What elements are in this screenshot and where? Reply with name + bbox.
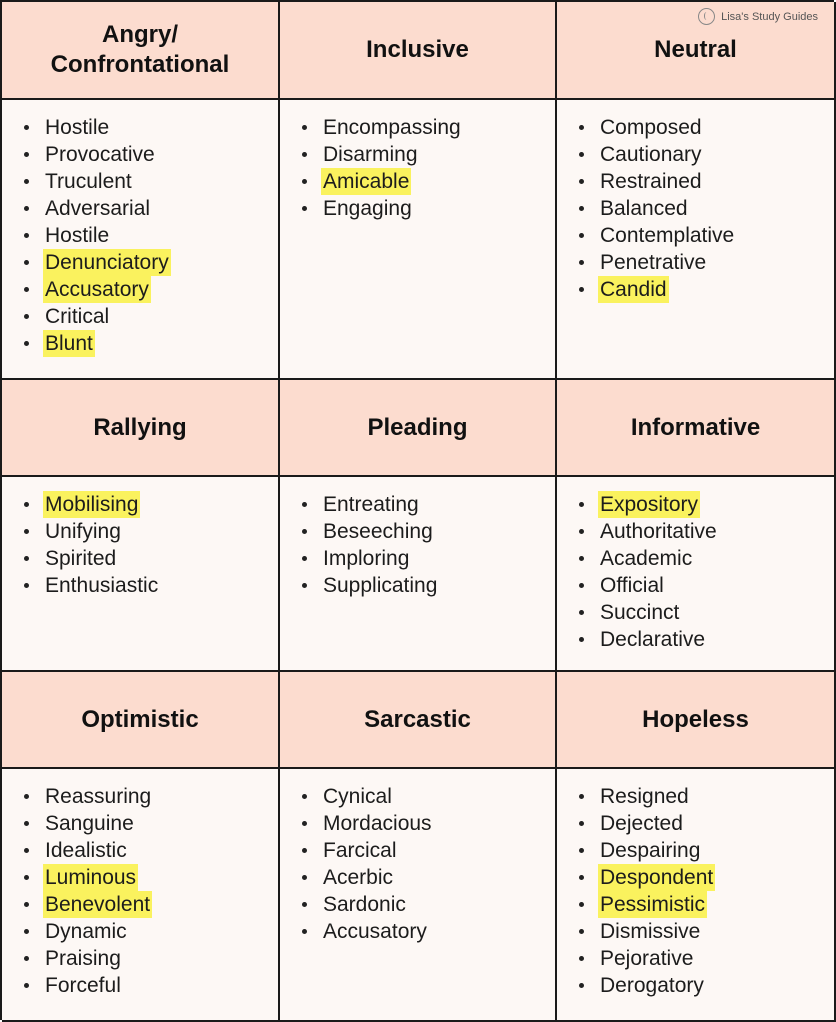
bullet-icon [24,929,29,934]
bullet-icon [302,152,307,157]
word: Supplicating [323,574,438,597]
bullet-icon [24,260,29,265]
word: Entreating [323,493,419,516]
list-item [302,195,555,222]
word-list [579,491,834,653]
bullet-icon [302,929,307,934]
bullet-icon [302,556,307,561]
word: Contemplative [600,224,735,247]
section-title: Informative [630,413,761,441]
word: Despairing [600,839,701,862]
bullet-icon [579,556,584,561]
word: Praising [45,947,121,970]
header-rallying [2,380,280,477]
word: Reassuring [45,785,152,808]
list-inclusive [280,100,557,380]
list-item [302,168,555,195]
word: Beseeching [323,520,433,543]
list-item [579,195,834,222]
bullet-icon [302,794,307,799]
bullet-icon [302,502,307,507]
word: Penetrative [600,251,707,274]
list-sarcastic [280,769,557,1022]
section-title: Pleading [367,413,468,441]
word: Dynamic [45,920,127,943]
bullet-icon [579,821,584,826]
list-item [579,249,834,276]
bullet-icon [24,287,29,292]
bullet-icon [24,502,29,507]
list-pleading [280,477,557,672]
bullet-icon [579,529,584,534]
list-item [24,222,278,249]
word: Pejorative [600,947,694,970]
word: Mordacious [323,812,432,835]
word-list [24,491,278,599]
list-item [24,518,278,545]
bullet-icon [24,529,29,534]
list-rallying [2,477,280,672]
bullet-icon [24,983,29,988]
list-item [302,864,555,891]
list-item [579,168,834,195]
bullet-icon [579,794,584,799]
word: Spirited [45,547,117,570]
bullet-icon [579,983,584,988]
list-item [579,810,834,837]
list-informative [557,477,836,672]
bullet-icon [24,583,29,588]
word: Derogatory [600,974,704,997]
word: Hostile [45,224,110,247]
list-item [579,945,834,972]
header-sarcastic [280,672,557,769]
word: Declarative [600,628,706,651]
word: Acerbic [323,866,394,889]
bullet-icon [24,233,29,238]
list-item [579,276,834,303]
word-list [24,114,278,357]
list-item [579,222,834,249]
word-list [302,114,555,222]
list-item [24,276,278,303]
word: Succinct [600,601,680,624]
list-angry [2,100,280,380]
highlighted-word: Expository [600,493,699,516]
word: Disarming [323,143,418,166]
list-item [579,918,834,945]
word: Cynical [323,785,392,808]
word: Critical [45,305,110,328]
bullet-icon [302,179,307,184]
list-optimistic [2,769,280,1022]
bullet-icon [302,875,307,880]
list-item [302,810,555,837]
word: Dejected [600,812,683,835]
word: Forceful [45,974,121,997]
header-optimistic [2,672,280,769]
section-title: Optimistic [81,705,199,733]
bullet-icon [579,956,584,961]
bullet-icon [24,848,29,853]
word-list [24,783,278,999]
bullet-icon [24,179,29,184]
list-item [579,864,834,891]
word: Imploring [323,547,410,570]
bullet-icon [579,233,584,238]
bullet-icon [24,206,29,211]
list-item [24,545,278,572]
bullet-icon [24,902,29,907]
list-item [302,891,555,918]
word: Dismissive [600,920,701,943]
bullet-icon [579,610,584,615]
list-item [24,141,278,168]
bullet-icon [579,848,584,853]
word: Encompassing [323,116,461,139]
word-list [302,491,555,599]
list-item [302,918,555,945]
highlighted-word: Amicable [323,170,410,193]
list-item [579,491,834,518]
list-item [24,114,278,141]
highlighted-word: Accusatory [45,278,149,301]
list-item [302,114,555,141]
bullet-icon [579,929,584,934]
list-item [579,891,834,918]
list-item [302,783,555,810]
section-title: Hopeless [642,705,749,733]
word: Unifying [45,520,121,543]
bullet-icon [302,848,307,853]
highlighted-word: Denunciatory [45,251,169,274]
word: Sanguine [45,812,134,835]
bullet-icon [302,902,307,907]
brand-watermark [698,8,818,25]
bullet-icon [24,341,29,346]
section-title: Rallying [93,413,187,441]
word: Adversarial [45,197,151,220]
word: Cautionary [600,143,702,166]
bullet-icon [579,502,584,507]
word: Authoritative [600,520,717,543]
bullet-icon [24,125,29,130]
word-list [302,783,555,945]
bullet-icon [579,583,584,588]
list-item [579,837,834,864]
header-angry [2,2,280,100]
bullet-icon [579,179,584,184]
list-item [24,168,278,195]
header-informative [557,380,836,477]
word: Balanced [600,197,688,220]
word: Accusatory [323,920,427,943]
list-item [24,491,278,518]
list-neutral [557,100,836,380]
list-item [302,491,555,518]
list-item [302,141,555,168]
list-item [24,945,278,972]
header-pleading [280,380,557,477]
bullet-icon [579,125,584,130]
bullet-icon [302,529,307,534]
bullet-icon [24,875,29,880]
highlighted-word: Luminous [45,866,137,889]
list-item [24,195,278,222]
bullet-icon [579,152,584,157]
list-item [24,864,278,891]
list-item [24,837,278,864]
list-item [302,572,555,599]
bullet-icon [24,821,29,826]
lisa-logo-icon [698,8,715,25]
highlighted-word: Benevolent [45,893,151,916]
word: Restrained [600,170,702,193]
word: Farcical [323,839,397,862]
brand-name: Lisa's Study Guides [721,10,818,23]
bullet-icon [24,956,29,961]
list-item [579,626,834,653]
section-title: Neutral [654,36,737,63]
header-inclusive [280,2,557,100]
list-item [579,141,834,168]
list-item [302,518,555,545]
bullet-icon [302,583,307,588]
list-hopeless [557,769,836,1022]
list-item [24,972,278,999]
header-hopeless [557,672,836,769]
bullet-icon [579,206,584,211]
highlighted-word: Mobilising [45,493,139,516]
bullet-icon [302,125,307,130]
list-item [24,810,278,837]
word: Official [600,574,664,597]
bullet-icon [24,314,29,319]
bullet-icon [579,637,584,642]
list-item [579,572,834,599]
list-item [579,518,834,545]
highlighted-word: Pessimistic [600,893,706,916]
bullet-icon [24,556,29,561]
bullet-icon [24,152,29,157]
list-item [579,972,834,999]
list-item [24,303,278,330]
word: Resigned [600,785,689,808]
word-list [579,114,834,303]
word: Hostile [45,116,110,139]
list-item [24,783,278,810]
word: Provocative [45,143,155,166]
word: Academic [600,547,693,570]
list-item [24,891,278,918]
bullet-icon [302,206,307,211]
section-title: Inclusive [366,36,469,63]
list-item [24,572,278,599]
word: Sardonic [323,893,406,916]
list-item [579,545,834,572]
highlighted-word: Blunt [45,332,93,355]
list-item [579,599,834,626]
bullet-icon [579,260,584,265]
bullet-icon [579,287,584,292]
bullet-icon [302,821,307,826]
bullet-icon [579,875,584,880]
word-list [579,783,834,999]
list-item [24,918,278,945]
list-item [302,545,555,572]
bullet-icon [579,902,584,907]
list-item [302,837,555,864]
word: Idealistic [45,839,127,862]
highlighted-word: Despondent [600,866,714,889]
word: Truculent [45,170,132,193]
list-item [24,249,278,276]
section-title: Angry/ Confrontational [50,21,230,78]
list-item [579,114,834,141]
word: Composed [600,116,702,139]
list-item [579,783,834,810]
word: Engaging [323,197,412,220]
highlighted-word: Candid [600,278,667,301]
word: Enthusiastic [45,574,159,597]
list-item [24,330,278,357]
section-title: Sarcastic [364,705,471,733]
bullet-icon [24,794,29,799]
